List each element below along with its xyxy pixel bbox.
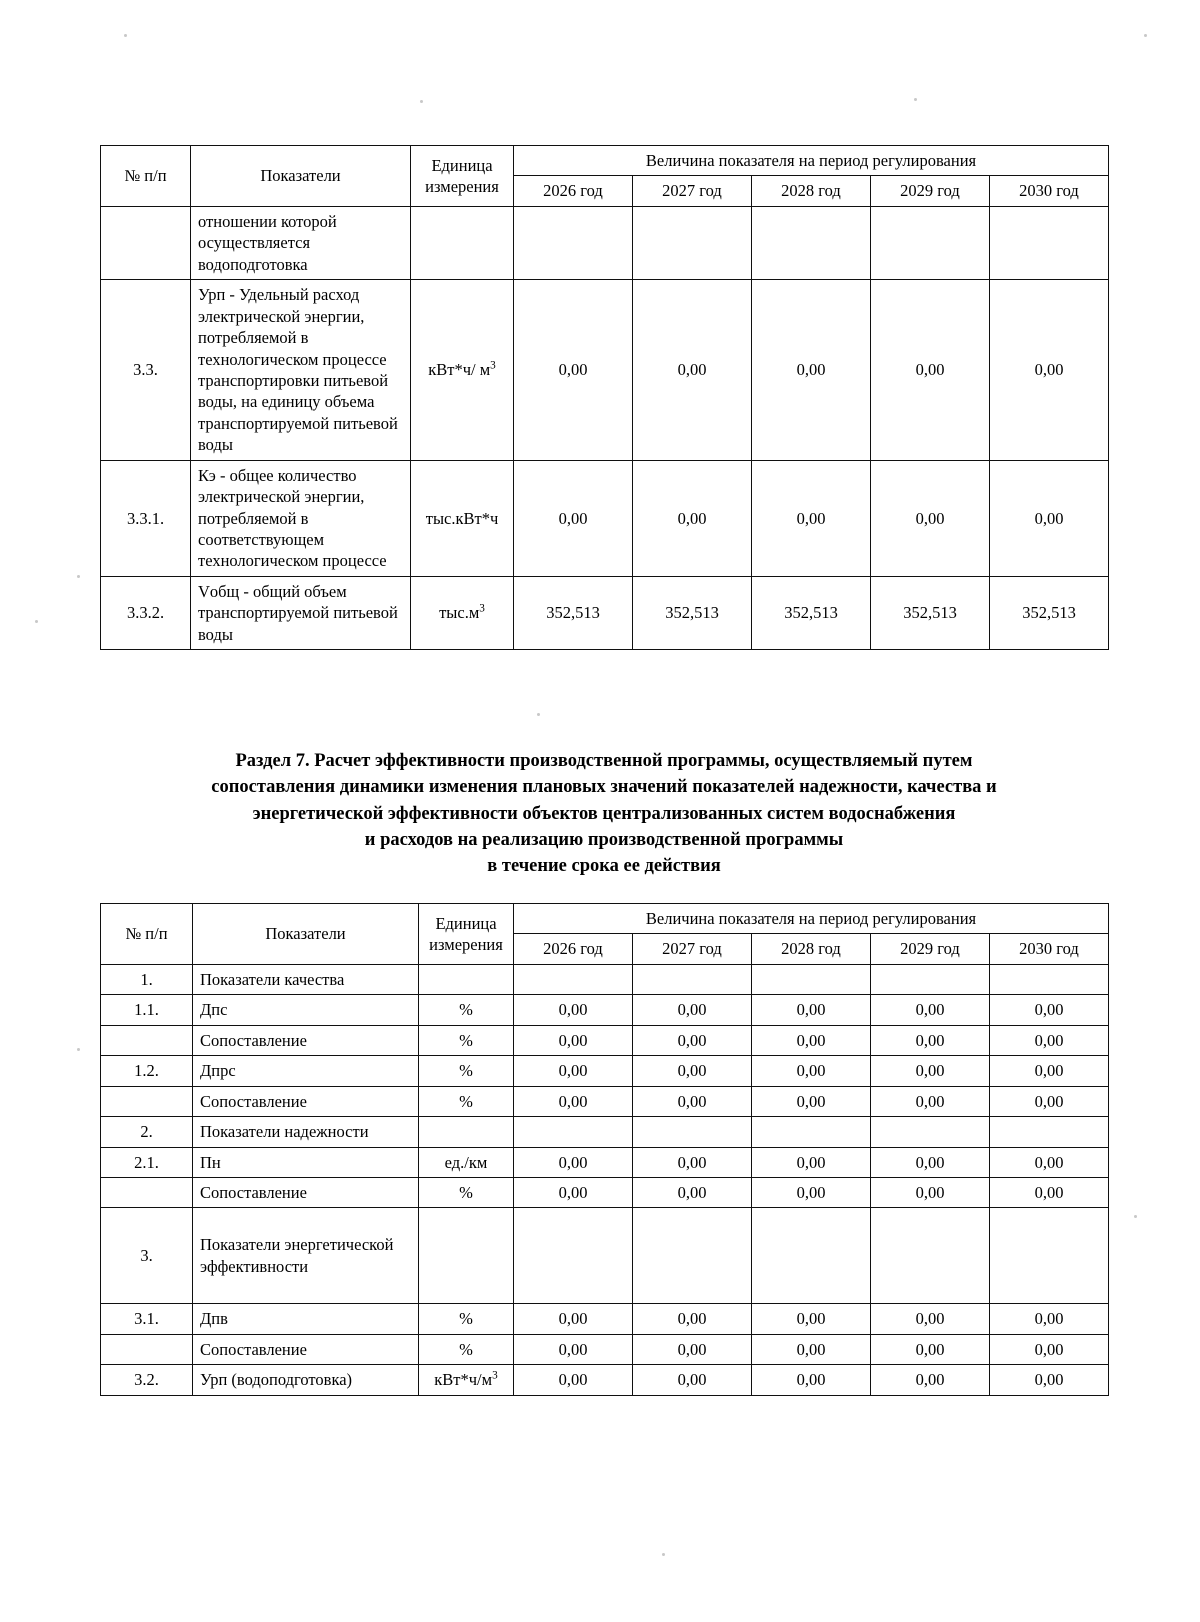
table1-body	[101, 206, 1109, 649]
table-energy-efficiency-continued	[100, 145, 1109, 650]
row-value-2029	[871, 964, 990, 994]
table-header-row-top	[101, 146, 1109, 176]
table-row	[101, 576, 1109, 649]
row-unit-superscript: 3	[490, 359, 496, 372]
row-number: 2.	[101, 1117, 193, 1147]
row-value-2027	[633, 964, 752, 994]
header-year-2028: 2028 год	[752, 176, 871, 206]
header-unit-line1: Единица	[435, 913, 497, 933]
row-value-2026: 0,00	[514, 1365, 633, 1395]
row-indicator-name: Кэ - общее количество электрической энергии, потребляемой в соответствующем технологическом процессе	[191, 460, 411, 576]
row-value-2027: 0,00	[633, 1147, 752, 1177]
row-unit-text: тыс.м	[439, 603, 480, 623]
row-value-2027: 0,00	[633, 1334, 752, 1364]
row-indicator-name: Показатели качества	[193, 964, 419, 994]
row-value-2027: 0,00	[633, 995, 752, 1025]
row-number	[101, 1334, 193, 1364]
row-unit	[419, 1117, 514, 1147]
row-value-2029: 0,00	[871, 1056, 990, 1086]
table-row	[101, 280, 1109, 461]
row-value-2028: 0,00	[752, 995, 871, 1025]
row-indicator-name: Пн	[193, 1147, 419, 1177]
row-indicator-name: Дпрс	[193, 1056, 419, 1086]
row-unit-text: кВт*ч/м	[434, 1370, 493, 1390]
header-no: № п/п	[101, 904, 193, 965]
row-value-2030: 0,00	[990, 1056, 1109, 1086]
table-row	[101, 1208, 1109, 1304]
row-unit-superscript: 3	[492, 1369, 498, 1382]
row-unit-text: тыс.кВт*ч	[425, 508, 499, 528]
row-indicator-name: Урп - Удельный расход электрической энергии, потребляемой в технологическом процессе транспортировки питьевой воды, на единицу объема транспортируемой питьевой воды	[191, 280, 411, 461]
header-year-2027: 2027 год	[633, 176, 752, 206]
table-row	[101, 964, 1109, 994]
row-indicator-name: Урп (водоподготовка)	[193, 1365, 419, 1395]
row-value-2026: 0,00	[514, 1086, 633, 1116]
header-year-2029: 2029 год	[871, 176, 990, 206]
table-row	[101, 1086, 1109, 1116]
row-value-2027	[633, 1117, 752, 1147]
header-indicators: Показатели	[191, 146, 411, 207]
row-value-2028: 0,00	[752, 1025, 871, 1055]
row-value-2027	[633, 1208, 752, 1304]
row-indicator-name: Сопоставление	[193, 1334, 419, 1364]
header-unit	[419, 904, 514, 965]
row-value-2028	[752, 964, 871, 994]
row-value-2029: 0,00	[871, 1365, 990, 1395]
row-value-2029: 0,00	[871, 1086, 990, 1116]
row-value-2029: 0,00	[871, 1147, 990, 1177]
row-value-2030	[990, 1208, 1109, 1304]
row-number: 3.3.2.	[101, 576, 191, 649]
row-unit: %	[419, 1304, 514, 1334]
table-row	[101, 1056, 1109, 1086]
row-value-2027: 0,00	[633, 1056, 752, 1086]
row-value-2028: 352,513	[752, 576, 871, 649]
scan-speckle	[420, 100, 423, 103]
row-value-2027: 0,00	[633, 1365, 752, 1395]
scan-speckle	[124, 34, 127, 37]
row-value-2030	[990, 206, 1109, 279]
header-year-2027: 2027 год	[633, 934, 752, 964]
row-unit-text: кВт*ч/ м	[428, 360, 491, 380]
row-unit: %	[419, 995, 514, 1025]
row-value-2030: 0,00	[990, 995, 1109, 1025]
header-period-span: Величина показателя на период регулирования	[514, 146, 1109, 176]
header-unit-line2: измерения	[429, 934, 503, 954]
row-unit	[411, 280, 514, 461]
row-value-2028	[752, 1117, 871, 1147]
row-indicator-name: Показатели надежности	[193, 1117, 419, 1147]
row-value-2026	[514, 964, 633, 994]
row-unit: %	[419, 1056, 514, 1086]
row-value-2026: 0,00	[514, 1304, 633, 1334]
row-unit: ед./км	[419, 1147, 514, 1177]
row-value-2028	[752, 206, 871, 279]
header-period-span: Величина показателя на период регулирования	[514, 904, 1109, 934]
row-unit: %	[419, 1177, 514, 1207]
section-heading-line-2: сопоставления динамики изменения плановых значений показателей надежности, качества и	[211, 777, 997, 798]
row-number: 1.2.	[101, 1056, 193, 1086]
table-row	[101, 1304, 1109, 1334]
row-number: 3.1.	[101, 1304, 193, 1334]
header-year-2030: 2030 год	[990, 934, 1109, 964]
row-value-2027: 0,00	[633, 1025, 752, 1055]
row-unit	[419, 964, 514, 994]
row-value-2030: 0,00	[990, 1086, 1109, 1116]
row-value-2027: 0,00	[633, 1304, 752, 1334]
section-7-heading	[100, 748, 1108, 879]
row-value-2029: 0,00	[871, 995, 990, 1025]
row-value-2030: 0,00	[990, 1304, 1109, 1334]
row-number	[101, 1177, 193, 1207]
row-value-2028: 0,00	[752, 460, 871, 576]
row-value-2029: 0,00	[871, 1304, 990, 1334]
scan-speckle	[914, 98, 917, 101]
row-value-2030	[990, 964, 1109, 994]
row-unit-superscript: 3	[479, 602, 485, 615]
row-unit	[419, 1208, 514, 1304]
table2-body	[101, 964, 1109, 1395]
row-value-2028	[752, 1208, 871, 1304]
row-value-2029: 352,513	[871, 576, 990, 649]
row-unit: %	[419, 1334, 514, 1364]
row-number: 3.2.	[101, 1365, 193, 1395]
row-unit: %	[419, 1025, 514, 1055]
row-number: 3.3.	[101, 280, 191, 461]
row-number: 3.	[101, 1208, 193, 1304]
row-value-2030: 0,00	[990, 1025, 1109, 1055]
scan-speckle	[537, 713, 540, 716]
row-value-2029: 0,00	[871, 1177, 990, 1207]
row-number	[101, 206, 191, 279]
row-unit: %	[419, 1086, 514, 1116]
row-unit	[411, 576, 514, 649]
row-value-2030: 0,00	[990, 280, 1109, 461]
row-value-2030: 0,00	[990, 1334, 1109, 1364]
header-unit-line1: Единица	[431, 155, 493, 175]
row-value-2029: 0,00	[871, 1334, 990, 1364]
scan-speckle	[662, 1553, 665, 1556]
row-value-2027	[633, 206, 752, 279]
table-row	[101, 1147, 1109, 1177]
row-value-2027: 0,00	[633, 1086, 752, 1116]
table-row	[101, 1177, 1109, 1207]
row-value-2026	[514, 1208, 633, 1304]
row-value-2029: 0,00	[871, 1025, 990, 1055]
row-value-2026: 0,00	[514, 1056, 633, 1086]
row-indicator-name: Vобщ - общий объем транспортируемой питьевой воды	[191, 576, 411, 649]
header-year-2030: 2030 год	[990, 176, 1109, 206]
header-no: № п/п	[101, 146, 191, 207]
table-header-row-top	[101, 904, 1109, 934]
row-unit	[411, 206, 514, 279]
row-number: 1.	[101, 964, 193, 994]
row-value-2029: 0,00	[871, 460, 990, 576]
scan-speckle	[1134, 1215, 1137, 1218]
header-year-2029: 2029 год	[871, 934, 990, 964]
header-unit-line2: измерения	[425, 176, 499, 196]
row-indicator-name: Показатели энергетической эффективности	[193, 1208, 419, 1304]
row-value-2027: 0,00	[633, 280, 752, 461]
section-heading-line-5: в течение срока ее действия	[487, 856, 721, 877]
row-value-2027: 352,513	[633, 576, 752, 649]
table-row	[101, 1365, 1109, 1395]
row-value-2027: 0,00	[633, 460, 752, 576]
row-value-2030: 0,00	[990, 1365, 1109, 1395]
row-value-2030: 0,00	[990, 1177, 1109, 1207]
row-number	[101, 1086, 193, 1116]
row-number: 3.3.1.	[101, 460, 191, 576]
section-heading-line-1: Раздел 7. Расчет эффективности производственной программы, осуществляемый путем	[235, 751, 973, 771]
scan-speckle	[35, 620, 38, 623]
row-value-2026: 0,00	[514, 1177, 633, 1207]
row-value-2026: 0,00	[514, 460, 633, 576]
row-value-2026: 0,00	[514, 280, 633, 461]
row-unit	[419, 1365, 514, 1395]
table-row	[101, 995, 1109, 1025]
table-efficiency-calculation	[100, 903, 1109, 1396]
row-number: 2.1.	[101, 1147, 193, 1177]
scan-speckle	[1144, 34, 1147, 37]
header-year-2026: 2026 год	[514, 934, 633, 964]
row-indicator-name: Сопоставление	[193, 1177, 419, 1207]
row-value-2028: 0,00	[752, 1086, 871, 1116]
row-number	[101, 1025, 193, 1055]
header-indicators: Показатели	[193, 904, 419, 965]
header-year-2026: 2026 год	[514, 176, 633, 206]
row-value-2028: 0,00	[752, 1365, 871, 1395]
row-value-2026: 0,00	[514, 1147, 633, 1177]
row-indicator-name: Сопоставление	[193, 1086, 419, 1116]
row-value-2029	[871, 206, 990, 279]
row-value-2027: 0,00	[633, 1177, 752, 1207]
table-row	[101, 1334, 1109, 1364]
row-value-2026	[514, 1117, 633, 1147]
row-indicator-name: Дпв	[193, 1304, 419, 1334]
row-value-2029	[871, 1117, 990, 1147]
row-value-2028: 0,00	[752, 1056, 871, 1086]
row-value-2028: 0,00	[752, 1304, 871, 1334]
row-value-2028: 0,00	[752, 1147, 871, 1177]
row-value-2026: 0,00	[514, 1334, 633, 1364]
row-value-2028: 0,00	[752, 280, 871, 461]
row-value-2030: 0,00	[990, 460, 1109, 576]
row-value-2029: 0,00	[871, 280, 990, 461]
row-value-2026: 352,513	[514, 576, 633, 649]
scan-speckle	[77, 1048, 80, 1051]
section-heading-line-3: энергетической эффективности объектов централизованных систем водоснабжения	[252, 803, 956, 824]
row-value-2028: 0,00	[752, 1177, 871, 1207]
header-year-2028: 2028 год	[752, 934, 871, 964]
row-number: 1.1.	[101, 995, 193, 1025]
row-value-2029	[871, 1208, 990, 1304]
scan-speckle	[77, 575, 80, 578]
section-heading-line-4: и расходов на реализацию производственной программы	[364, 829, 844, 850]
table-row	[101, 460, 1109, 576]
table-row	[101, 1117, 1109, 1147]
row-indicator-name: Дпс	[193, 995, 419, 1025]
table-row	[101, 1025, 1109, 1055]
row-value-2030	[990, 1117, 1109, 1147]
header-unit	[411, 146, 514, 207]
row-indicator-name: отношении которой осуществляется водоподготовка	[191, 206, 411, 279]
row-value-2030: 0,00	[990, 1147, 1109, 1177]
row-value-2028: 0,00	[752, 1334, 871, 1364]
row-unit	[411, 460, 514, 576]
row-value-2026: 0,00	[514, 1025, 633, 1055]
table-row	[101, 206, 1109, 279]
row-value-2026: 0,00	[514, 995, 633, 1025]
row-value-2030: 352,513	[990, 576, 1109, 649]
row-value-2026	[514, 206, 633, 279]
row-indicator-name: Сопоставление	[193, 1025, 419, 1055]
